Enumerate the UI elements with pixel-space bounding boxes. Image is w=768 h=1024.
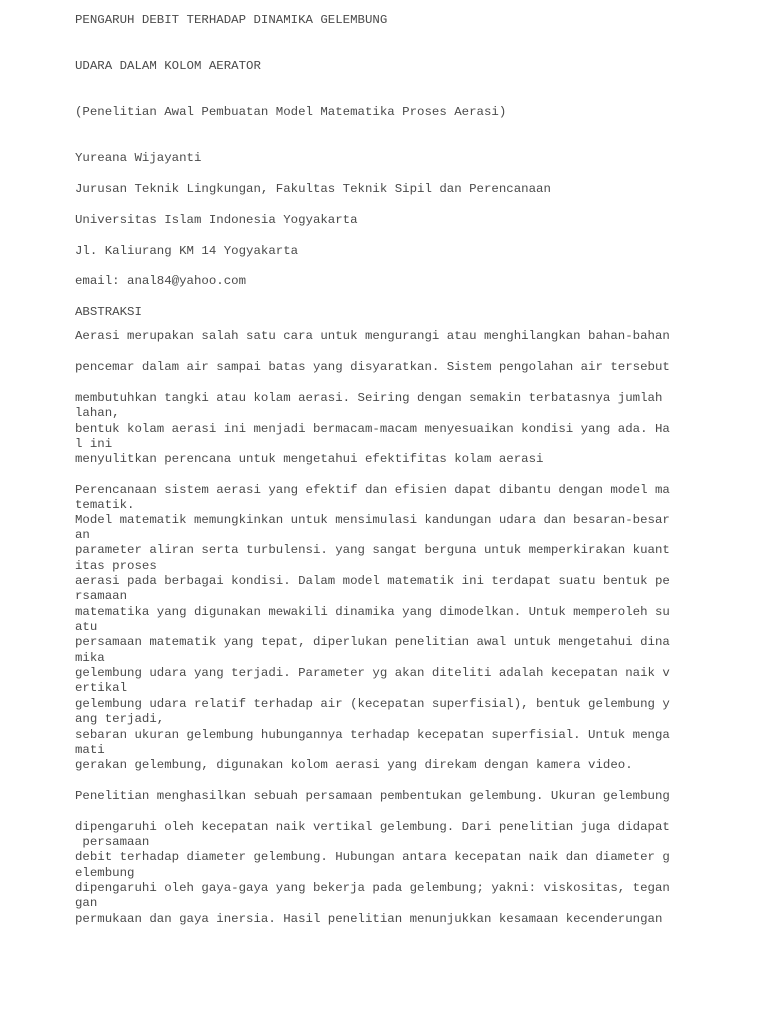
- title-line-1: PENGARUH DEBIT TERHADAP DINAMIKA GELEMBUNG: [75, 13, 388, 27]
- abstract-line: membutuhkan tangki atau kolam aerasi. Seiring dengan semakin terbatasnya jumlah: [75, 391, 663, 405]
- abstract-line: elembung: [75, 866, 135, 880]
- abstract-line: Model matematik memungkinkan untuk mensimulasi kandungan udara dan besaran-besar: [75, 513, 670, 527]
- abstract-line: persamaan matematik yang tepat, diperlukan penelitian awal untuk mengetahui dina: [75, 635, 670, 649]
- abstract-line: pencemar dalam air sampai batas yang disyaratkan. Sistem pengolahan air tersebut: [75, 360, 670, 374]
- abstract-line: lahan,: [75, 406, 120, 420]
- abstract-line: mati: [75, 743, 105, 757]
- abstract-line: dipengaruhi oleh kecepatan naik vertikal gelembung. Dari penelitian juga didapat: [75, 820, 670, 834]
- abstract-line: mika: [75, 651, 105, 665]
- abstract-line: aerasi pada berbagai kondisi. Dalam model matematik ini terdapat suatu bentuk pe: [75, 574, 670, 588]
- abstract-line: gelembung udara relatif terhadap air (kecepatan superfisial), bentuk gelembung y: [75, 697, 670, 711]
- author-address: Jl. Kaliurang KM 14 Yogyakarta: [75, 244, 299, 258]
- abstract-line: l ini: [75, 437, 113, 451]
- abstract-line: persamaan: [75, 835, 150, 849]
- abstract-line: an: [75, 528, 90, 542]
- abstract-line: itas proses: [75, 559, 157, 573]
- author-department: Jurusan Teknik Lingkungan, Fakultas Teknik Sipil dan Perencanaan: [75, 182, 551, 196]
- abstract-line: atu: [75, 620, 98, 634]
- abstract-line: menyulitkan perencana untuk mengetahui efektifitas kolam aerasi: [75, 452, 544, 466]
- abstract-line: gerakan gelembung, digunakan kolom aerasi yang direkam dengan kamera video.: [75, 758, 633, 772]
- abstract-line: gan: [75, 896, 98, 910]
- author-email: email: anal84@yahoo.com: [75, 274, 247, 288]
- abstract-line: Penelitian menghasilkan sebuah persamaan pembentukan gelembung. Ukuran gelembung: [75, 789, 670, 803]
- subtitle: (Penelitian Awal Pembuatan Model Matematika Proses Aerasi): [75, 105, 507, 119]
- abstract-line: ang terjadi,: [75, 712, 165, 726]
- abstract-line: gelembung udara yang terjadi. Parameter yg akan diteliti adalah kecepatan naik v: [75, 666, 670, 680]
- abstract-line: debit terhadap diameter gelembung. Hubungan antara kecepatan naik dan diameter g: [75, 850, 670, 864]
- author-university: Universitas Islam Indonesia Yogyakarta: [75, 213, 358, 227]
- abstract-line: matematika yang digunakan mewakili dinamika yang dimodelkan. Untuk memperoleh su: [75, 605, 670, 619]
- abstract-heading: ABSTRAKSI: [75, 305, 142, 319]
- abstract-line: Perencanaan sistem aerasi yang efektif dan efisien dapat dibantu dengan model ma: [75, 483, 670, 497]
- title-line-2: UDARA DALAM KOLOM AERATOR: [75, 59, 261, 73]
- abstract-line: dipengaruhi oleh gaya-gaya yang bekerja pada gelembung; yakni: viskositas, tegan: [75, 881, 670, 895]
- abstract-line: rsamaan: [75, 589, 128, 603]
- abstract-line: Aerasi merupakan salah satu cara untuk mengurangi atau menghilangkan bahan-bahan: [75, 329, 670, 343]
- abstract-line: bentuk kolam aerasi ini menjadi bermacam-macam menyesuaikan kondisi yang ada. Ha: [75, 422, 670, 436]
- abstract-line: permukaan dan gaya inersia. Hasil penelitian menunjukkan kesamaan kecenderungan: [75, 912, 663, 926]
- abstract-line: tematik.: [75, 498, 135, 512]
- abstract-line: sebaran ukuran gelembung hubungannya terhadap kecepatan superfisial. Untuk menga: [75, 728, 670, 742]
- abstract-line: parameter aliran serta turbulensi. yang sangat berguna untuk memperkirakan kuant: [75, 543, 670, 557]
- abstract-line: ertikal: [75, 681, 128, 695]
- author-name: Yureana Wijayanti: [75, 151, 202, 165]
